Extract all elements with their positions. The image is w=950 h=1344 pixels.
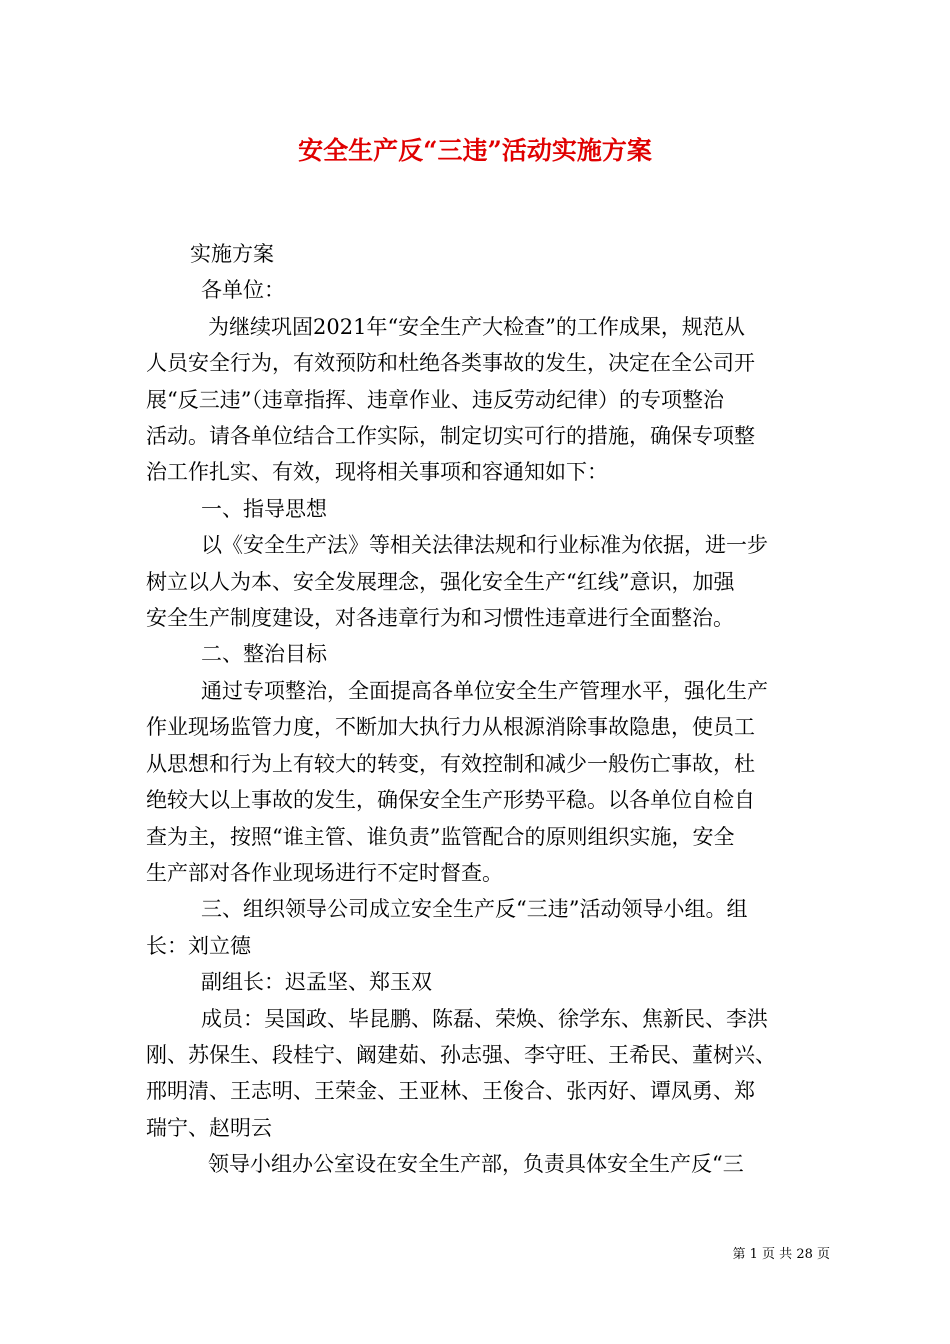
body-line: 副组长：迟孟坚、郑玉双 — [201, 970, 432, 995]
page-number: 第 1 页 共 28 页 — [732, 1247, 830, 1262]
body-line: 人员安全行为，有效预防和杜绝各类事故的发生，决定在全公司开 — [146, 351, 755, 376]
body-line: 生产部对各作业现场进行不定时督查。 — [146, 860, 503, 885]
body-line: 查为主，按照“谁主管、谁负责”监管配合的原则组织实施，安全 — [146, 824, 735, 849]
body-line: 治工作扎实、有效，现将相关事项和容通知如下： — [146, 460, 608, 485]
body-line: 领导小组办公室设在安全生产部，负责具体安全生产反“三 — [208, 1152, 744, 1177]
body-line: 刚、苏保生、段桂宁、阚建茹、孙志强、李守旺、王希民、董树兴、 — [146, 1042, 776, 1067]
body-line: 通过专项整治，全面提高各单位安全生产管理水平，强化生产 — [201, 678, 768, 703]
document-body — [146, 236, 826, 1183]
body-line: 绝较大以上事故的发生，确保安全生产形势平稳。以各单位自检自 — [146, 788, 755, 813]
body-line: 为继续巩固2021年“安全生产大检查”的工作成果，规范从 — [208, 314, 745, 339]
body-line: 活动。请各单位结合工作实际，制定切实可行的措施，确保专项整 — [146, 424, 755, 449]
body-line: 邢明清、王志明、王荣金、王亚林、王俊合、张丙好、谭凤勇、郑 — [146, 1079, 755, 1104]
section-heading: 二、整治目标 — [201, 642, 327, 667]
document-title: 安全生产反“三违”活动实施方案 — [298, 136, 652, 165]
body-line: 以《安全生产法》等相关法律法规和行业标准为依据，进一步 — [201, 533, 768, 558]
body-line: 作业现场监管力度，不断加大执行力从根源消除事故隐患，使员工 — [146, 715, 755, 740]
body-line: 长：刘立德 — [146, 933, 251, 958]
section-heading: 三、组织领导公司成立安全生产反“三违”活动领导小组。组 — [201, 897, 748, 922]
body-line: 树立以人为本、安全发展理念，强化安全生产“红线”意识，加强 — [146, 569, 735, 594]
body-line: 实施方案 — [190, 242, 274, 266]
body-line: 从思想和行为上有较大的转变，有效控制和减少一般伤亡事故，杜 — [146, 751, 755, 776]
body-line: 成员：吴国政、毕昆鹏、陈磊、荣焕、徐学东、焦新民、李洪 — [201, 1006, 768, 1031]
body-line: 展“反三违”（违章指挥、违章作业、违反劳动纪律）的专项整治 — [146, 387, 724, 412]
body-line: 瑞宁、赵明云 — [146, 1115, 272, 1140]
body-line: 安全生产制度建设，对各违章行为和习惯性违章进行全面整治。 — [146, 606, 734, 631]
section-heading: 一、指导思想 — [201, 496, 327, 521]
body-line: 各单位： — [201, 278, 285, 303]
